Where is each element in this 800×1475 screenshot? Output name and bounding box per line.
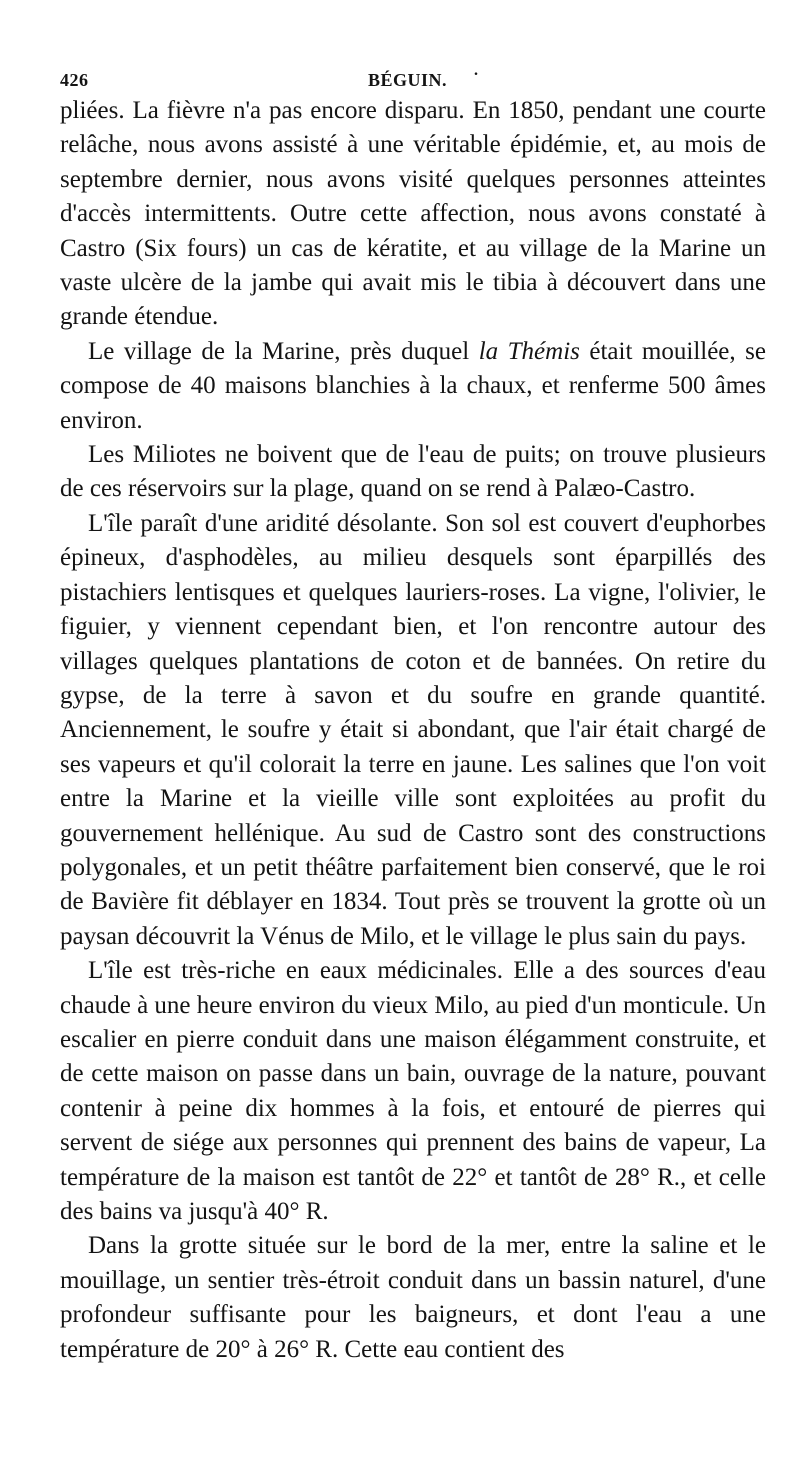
paragraph-text: pliées. La fièvre n'a pas encore disparu. En 1850, pendant une courte relâche, nous avons assisté à une véritable épidémie, et, au mois de septembre dernier, nous avons visité quelques personnes atteintes d'accès intermittents. Outre cette affection, nous avons constaté à Castro (Six fours) un cas de kératite, et au village de la Marine un vaste ulcère de la jambe qui avait mis le tibia à découvert dans une grande étendue. — [60, 97, 766, 331]
page-number: 426 — [60, 70, 89, 90]
page-header — [60, 60, 766, 94]
paragraph-text: Dans la grotte située sur le bord de la mer, entre la saline et le mouillage, un sentier très-étroit conduit dans un bassin naturel, d'une profondeur suffisante pour les baigneurs, et dont l'eau a une température de 20° à 26° R. Cette eau contient des — [60, 1232, 766, 1363]
ship-name: la Thémis — [478, 337, 580, 365]
paragraph — [60, 1229, 766, 1367]
paragraph-text: était mouillée, se compose de 40 maisons blanchies à la chaux, et renferme 500 âmes environ. — [60, 337, 766, 434]
paragraph-text: L'île paraît d'une aridité désolante. Son sol est couvert d'euphorbes épineux, d'asphodèles, au milieu desquels sont éparpillés des pistachiers lentisques et quelques lauriers-roses. La vigne, l'olivier, le figuier, y viennent cependant bien, et l'on rencontre autour des villages quelques plantations de coton et de bannées. On retire du gypse, de la terre à savon et du soufre en grande quantité. Anciennement, le soufre y était si abondant, que l'air était chargé de ses vapeurs et qu'il colorait la terre en jaune. Les salines que l'on voit entre la Marine et la vieille ville sont exploitées au profit du gouvernement hellénique. Au sud de Castro sont des constructions polygonales, et un petit théâtre parfaitement bien conservé, que le roi de Bavière fit déblayer en 1834. Tout près se trouvent la grotte où un paysan découvrit la Vénus de Milo, et le village le plus sain du pays. — [60, 509, 766, 950]
paragraph — [60, 507, 766, 954]
paragraph — [60, 335, 766, 438]
paragraph — [60, 438, 766, 507]
running-title: BÉGUIN. — [368, 70, 448, 90]
paragraph-text: Le village de la Marine, près duquel — [88, 337, 479, 365]
body-text — [60, 94, 766, 1367]
header-mark: . — [474, 62, 479, 79]
paragraph — [60, 954, 766, 1229]
paragraph — [60, 94, 766, 335]
paragraph-text: L'île est très-riche en eaux médicinales. Elle a des sources d'eau chaude à une heure environ du vieux Milo, au pied d'un monticule. Un escalier en pierre conduit dans une maison élégamment construite, et de cette maison on passe dans un bain, ouvrage de la nature, pouvant contenir à peine dix hommes à la fois, et entouré de pierres qui servent de siége aux personnes qui prennent des bains de vapeur, La température de la maison est tantôt de 22° et tantôt de 28° R., et celle des bains va jusqu'à 40° R. — [60, 957, 766, 1225]
paragraph-text: Les Miliotes ne boivent que de l'eau de puits; on trouve plusieurs de ces réservoirs sur la plage, quand on se rend à Palæo-Castro. — [60, 441, 766, 503]
